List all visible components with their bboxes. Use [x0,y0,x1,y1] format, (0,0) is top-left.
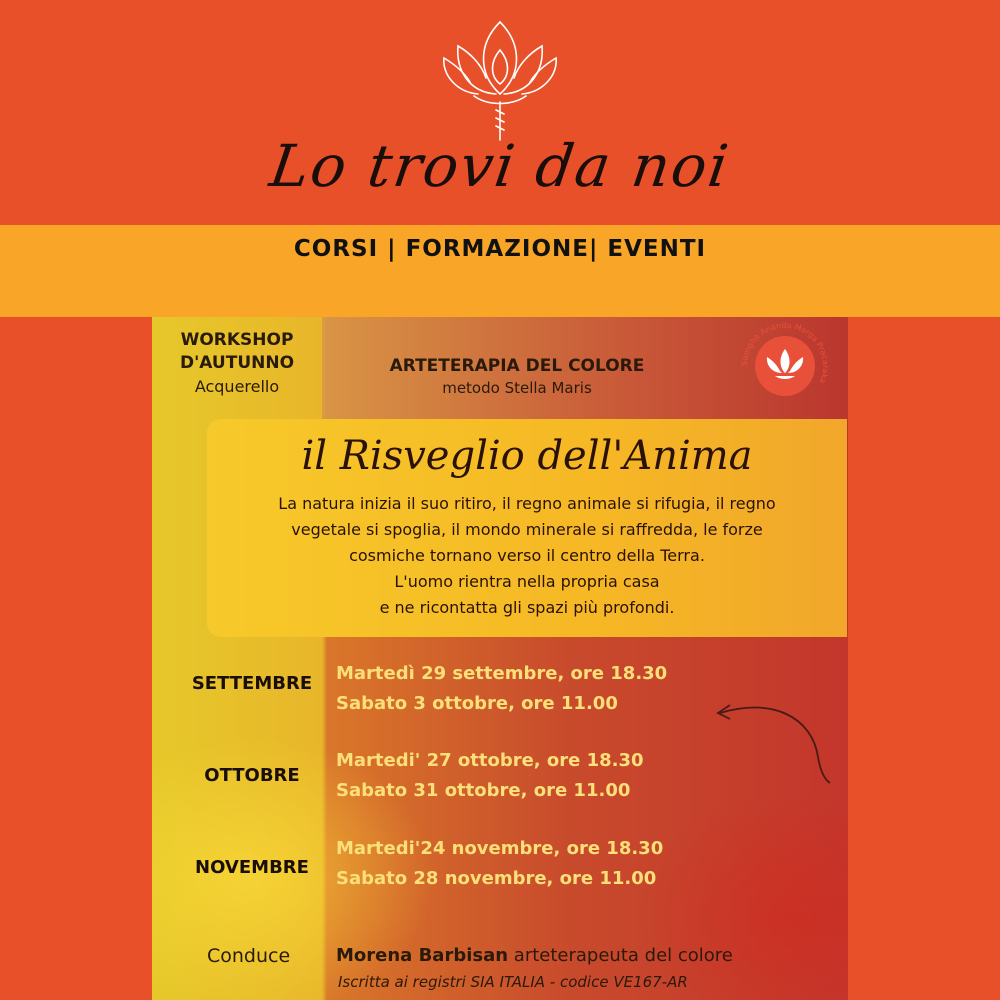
instructor-role: arteterapeuta del colore [508,945,733,966]
registration-note: Iscritta ai registri SIA ITALIA - codice VE167-AR [338,973,688,991]
workshop-line1: WORKSHOP [180,330,294,350]
date-line: Sabato 28 novembre, ore 11.00 [336,868,657,889]
art-title: ARTETERAPIA DEL COLORE [389,356,645,376]
event-flyer [152,317,848,1000]
page-title: Lo trovi da noi [265,132,735,200]
badge-text: Samgha Ananda Marga Pracaraka [740,321,830,385]
date-line: Sabato 3 ottobre, ore 11.00 [336,693,618,714]
date-line: Martedi' 27 ottobre, ore 18.30 [336,750,644,771]
date-line: Sabato 31 ottobre, ore 11.00 [336,780,631,801]
description-line: vegetale si spoglia, il mondo minerale si raffredda, le forze [291,520,763,539]
description-line: cosmiche tornano verso il centro della Terra. [349,546,705,565]
badge-lotus-icon [740,321,830,411]
workshop-label [152,329,322,399]
category-text: CORSI | FORMAZIONE| EVENTI [293,236,707,262]
description-line: La natura inizia il suo ritiro, il regno animale si rifugia, il regno [278,494,776,513]
art-label [322,355,712,399]
workshop-line3: Acquerello [194,377,280,396]
lotus-icon [438,14,562,144]
event-description [207,491,847,621]
date-line: Martedi'24 novembre, ore 18.30 [336,838,664,859]
description-line: L'uomo rientra nella propria casa [394,572,660,591]
schedule-dates [336,834,776,894]
conduce-label: Conduce [207,945,291,967]
instructor-name: Morena Barbisan [336,945,509,966]
arrow-icon [712,677,848,787]
description-line: e ne ricontatta gli spazi più profondi. [379,598,675,617]
date-line: Martedì 29 settembre, ore 18.30 [336,663,668,684]
month-label: SETTEMBRE [191,673,313,694]
month-label: OTTOBRE [204,765,300,786]
event-heading: il Risveglio dell'Anima [301,433,753,479]
art-subtitle: metodo Stella Maris [442,379,592,397]
month-label: NOVEMBRE [195,857,309,878]
schedule-dates [336,746,776,806]
conduce-info [336,945,733,966]
schedule-dates [336,659,776,719]
workshop-line2: D'AUTUNNO [179,353,295,373]
